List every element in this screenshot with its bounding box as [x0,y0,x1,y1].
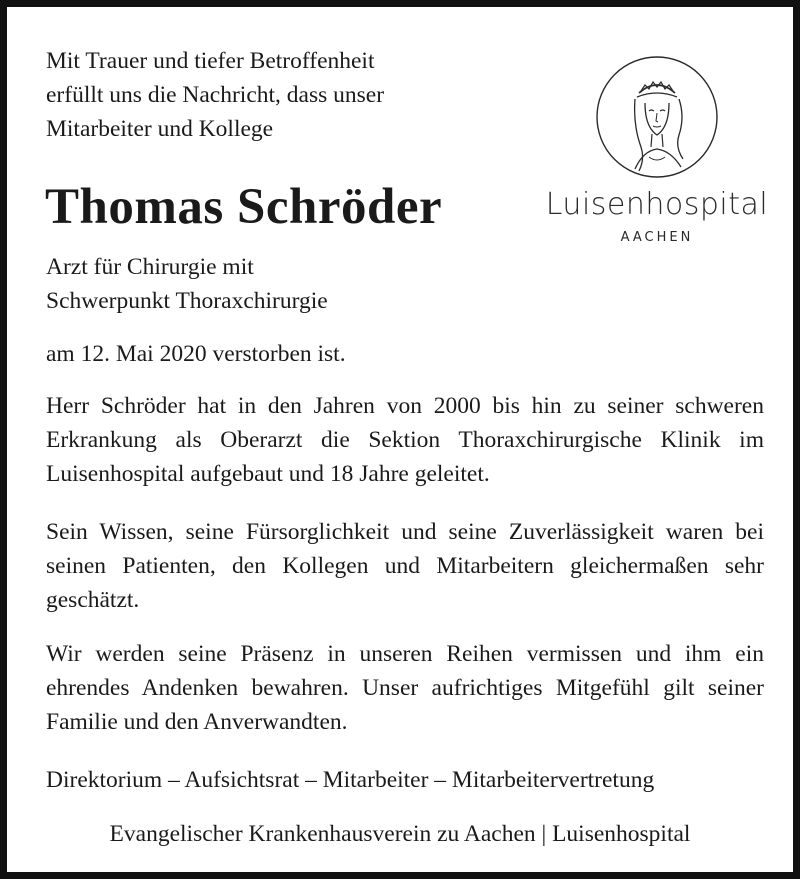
logo-hospital-name: Luisenhospital [545,187,769,222]
date-of-death-line: am 12. Mai 2020 verstorben ist. [46,341,346,367]
portrait-medallion-icon [595,55,719,179]
organization-footer: Evangelischer Krankenhausverein zu Aachen | Luisenhospital [109,821,691,847]
paragraph-career: Herr Schröder hat in den Jahren von 2000 bis hin zu seiner schweren Erkrankung als Oberarzt die Sektion Thoraxchirurgische Klinik im Luisenhospital aufgebaut und 18 Jahre geleitet. [46,393,764,487]
hospital-logo [542,55,772,255]
role-description: Arzt für Chirurgie mit Schwerpunkt Thoraxchirurgie [46,254,328,314]
paragraph-condolence: Wir werden seine Präsenz in unseren Reihen vermissen und ihm ein ehrendes Andenken bewahren. Unser aufrichtiges Mitgefühl gilt seiner Familie und den Anverwandten. [46,641,764,735]
signers-line: Direktorium – Aufsichtsrat – Mitarbeiter – Mitarbeitervertretung [46,767,655,793]
paragraph-appreciation: Sein Wissen, seine Fürsorglichkeit und seine Zuverlässigkeit waren bei seinen Patienten, den Kollegen und Mitarbeitern gleichermaßen sehr geschätzt. [46,519,764,613]
deceased-name: Thomas Schröder [45,179,443,235]
logo-city: AACHEN [620,230,694,245]
intro-text: Mit Trauer und tiefer Betroffenheit erfüllt uns die Nachricht, dass unser Mitarbeiter und Kollege [46,48,385,142]
